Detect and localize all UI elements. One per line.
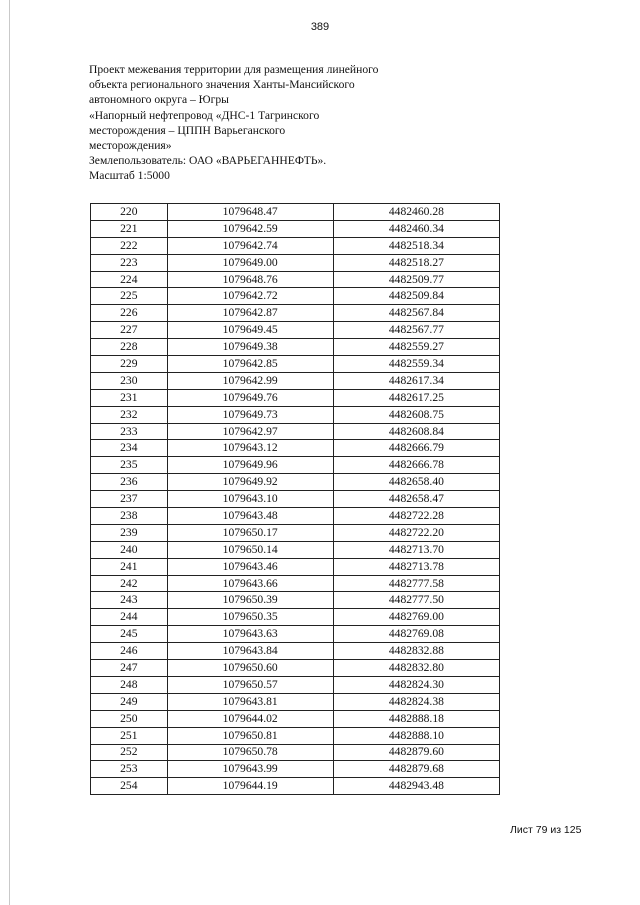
- point-number-cell: 224: [91, 271, 168, 288]
- table-row: [91, 220, 500, 237]
- table-row: [91, 423, 500, 440]
- point-number-cell: 221: [91, 220, 168, 237]
- point-number-cell: 227: [91, 322, 168, 339]
- point-number-cell: 242: [91, 575, 168, 592]
- y-coordinate-cell: 4482722.20: [333, 524, 499, 541]
- x-coordinate-cell: 1079643.81: [167, 693, 333, 710]
- x-coordinate-cell: 1079649.73: [167, 406, 333, 423]
- x-coordinate-cell: 1079643.84: [167, 643, 333, 660]
- table-row: [91, 541, 500, 558]
- y-coordinate-cell: 4482658.47: [333, 491, 499, 508]
- y-coordinate-cell: 4482879.60: [333, 744, 499, 761]
- y-coordinate-cell: 4482617.25: [333, 389, 499, 406]
- point-number-cell: 238: [91, 508, 168, 525]
- point-number-cell: 241: [91, 558, 168, 575]
- table-row: [91, 288, 500, 305]
- scan-edge-line: [9, 0, 10, 905]
- table-row: [91, 305, 500, 322]
- y-coordinate-cell: 4482879.68: [333, 761, 499, 778]
- table-row: [91, 339, 500, 356]
- point-number-cell: 228: [91, 339, 168, 356]
- table-row: [91, 727, 500, 744]
- y-coordinate-cell: 4482832.80: [333, 660, 499, 677]
- x-coordinate-cell: 1079644.02: [167, 710, 333, 727]
- table-row: [91, 406, 500, 423]
- table-row: [91, 356, 500, 373]
- x-coordinate-cell: 1079643.63: [167, 626, 333, 643]
- y-coordinate-cell: 4482888.10: [333, 727, 499, 744]
- y-coordinate-cell: 4482617.34: [333, 372, 499, 389]
- table-row: [91, 440, 500, 457]
- x-coordinate-cell: 1079649.76: [167, 389, 333, 406]
- table-row: [91, 389, 500, 406]
- y-coordinate-cell: 4482666.79: [333, 440, 499, 457]
- x-coordinate-cell: 1079642.72: [167, 288, 333, 305]
- point-number-cell: 237: [91, 491, 168, 508]
- point-number-cell: 234: [91, 440, 168, 457]
- table-row: [91, 626, 500, 643]
- y-coordinate-cell: 4482666.78: [333, 457, 499, 474]
- point-number-cell: 235: [91, 457, 168, 474]
- table-row: [91, 761, 500, 778]
- y-coordinate-cell: 4482608.84: [333, 423, 499, 440]
- y-coordinate-cell: 4482567.84: [333, 305, 499, 322]
- y-coordinate-cell: 4482713.78: [333, 558, 499, 575]
- y-coordinate-cell: 4482559.34: [333, 356, 499, 373]
- x-coordinate-cell: 1079650.17: [167, 524, 333, 541]
- point-number-cell: 252: [91, 744, 168, 761]
- table-row: [91, 372, 500, 389]
- table-row: [91, 558, 500, 575]
- y-coordinate-cell: 4482608.75: [333, 406, 499, 423]
- point-number-cell: 251: [91, 727, 168, 744]
- x-coordinate-cell: 1079649.38: [167, 339, 333, 356]
- x-coordinate-cell: 1079642.97: [167, 423, 333, 440]
- header-line: Масштаб 1:5000: [89, 169, 170, 183]
- point-number-cell: 250: [91, 710, 168, 727]
- point-number-cell: 225: [91, 288, 168, 305]
- header-line: месторождения – ЦППН Варьеганского: [89, 123, 286, 137]
- table-row: [91, 575, 500, 592]
- table-row: [91, 322, 500, 339]
- header-line: Землепользователь: ОАО «ВАРЬЕГАННЕФТЬ».: [89, 154, 327, 168]
- y-coordinate-cell: 4482509.77: [333, 271, 499, 288]
- x-coordinate-cell: 1079642.99: [167, 372, 333, 389]
- table-row: [91, 643, 500, 660]
- point-number-cell: 254: [91, 778, 168, 795]
- x-coordinate-cell: 1079650.35: [167, 609, 333, 626]
- table-row: [91, 744, 500, 761]
- sheet-counter: Лист 79 из 125: [510, 824, 582, 836]
- y-coordinate-cell: 4482943.48: [333, 778, 499, 795]
- table-row: [91, 524, 500, 541]
- y-coordinate-cell: 4482888.18: [333, 710, 499, 727]
- x-coordinate-cell: 1079649.45: [167, 322, 333, 339]
- header-line: «Напорный нефтепровод «ДНС-1 Тагринского: [89, 108, 320, 122]
- y-coordinate-cell: 4482559.27: [333, 339, 499, 356]
- point-number-cell: 253: [91, 761, 168, 778]
- point-number-cell: 226: [91, 305, 168, 322]
- table-row: [91, 508, 500, 525]
- point-number-cell: 244: [91, 609, 168, 626]
- x-coordinate-cell: 1079644.19: [167, 778, 333, 795]
- x-coordinate-cell: 1079650.14: [167, 541, 333, 558]
- y-coordinate-cell: 4482460.34: [333, 220, 499, 237]
- y-coordinate-cell: 4482567.77: [333, 322, 499, 339]
- table-row: [91, 254, 500, 271]
- page-number: 389: [310, 21, 330, 33]
- point-number-cell: 239: [91, 524, 168, 541]
- y-coordinate-cell: 4482777.50: [333, 592, 499, 609]
- header-line: Проект межевания территории для размещения линейного: [89, 63, 379, 76]
- point-number-cell: 249: [91, 693, 168, 710]
- header-line: месторождения»: [89, 139, 172, 153]
- table-row: [91, 592, 500, 609]
- point-number-cell: 220: [91, 204, 168, 221]
- point-number-cell: 222: [91, 237, 168, 254]
- y-coordinate-cell: 4482518.34: [333, 237, 499, 254]
- x-coordinate-cell: 1079643.46: [167, 558, 333, 575]
- x-coordinate-cell: 1079650.81: [167, 727, 333, 744]
- point-number-cell: 231: [91, 389, 168, 406]
- y-coordinate-cell: 4482777.58: [333, 575, 499, 592]
- table-row: [91, 204, 500, 221]
- table-row: [91, 778, 500, 795]
- x-coordinate-cell: 1079648.76: [167, 271, 333, 288]
- point-number-cell: 230: [91, 372, 168, 389]
- table-row: [91, 237, 500, 254]
- point-number-cell: 232: [91, 406, 168, 423]
- y-coordinate-cell: 4482713.70: [333, 541, 499, 558]
- table-row: [91, 710, 500, 727]
- x-coordinate-cell: 1079643.48: [167, 508, 333, 525]
- x-coordinate-cell: 1079650.39: [167, 592, 333, 609]
- point-number-cell: 248: [91, 676, 168, 693]
- y-coordinate-cell: 4482824.38: [333, 693, 499, 710]
- y-coordinate-cell: 4482769.08: [333, 626, 499, 643]
- x-coordinate-cell: 1079649.96: [167, 457, 333, 474]
- point-number-cell: 233: [91, 423, 168, 440]
- table-row: [91, 676, 500, 693]
- coordinates-table-body: [91, 204, 500, 795]
- header-line: объекта регионального значения Ханты-Мансийского: [89, 78, 355, 92]
- y-coordinate-cell: 4482658.40: [333, 474, 499, 491]
- point-number-cell: 243: [91, 592, 168, 609]
- x-coordinate-cell: 1079642.87: [167, 305, 333, 322]
- x-coordinate-cell: 1079650.57: [167, 676, 333, 693]
- table-row: [91, 609, 500, 626]
- table-row: [91, 660, 500, 677]
- point-number-cell: 246: [91, 643, 168, 660]
- point-number-cell: 245: [91, 626, 168, 643]
- x-coordinate-cell: 1079642.74: [167, 237, 333, 254]
- x-coordinate-cell: 1079648.47: [167, 204, 333, 221]
- table-row: [91, 491, 500, 508]
- y-coordinate-cell: 4482518.27: [333, 254, 499, 271]
- document-header: [89, 62, 429, 184]
- x-coordinate-cell: 1079650.60: [167, 660, 333, 677]
- point-number-cell: 223: [91, 254, 168, 271]
- x-coordinate-cell: 1079642.85: [167, 356, 333, 373]
- x-coordinate-cell: 1079643.10: [167, 491, 333, 508]
- y-coordinate-cell: 4482722.28: [333, 508, 499, 525]
- table-row: [91, 693, 500, 710]
- y-coordinate-cell: 4482832.88: [333, 643, 499, 660]
- x-coordinate-cell: 1079649.00: [167, 254, 333, 271]
- x-coordinate-cell: 1079649.92: [167, 474, 333, 491]
- x-coordinate-cell: 1079650.78: [167, 744, 333, 761]
- point-number-cell: 236: [91, 474, 168, 491]
- y-coordinate-cell: 4482769.00: [333, 609, 499, 626]
- x-coordinate-cell: 1079643.12: [167, 440, 333, 457]
- table-row: [91, 474, 500, 491]
- y-coordinate-cell: 4482824.30: [333, 676, 499, 693]
- point-number-cell: 229: [91, 356, 168, 373]
- table-row: [91, 457, 500, 474]
- point-number-cell: 247: [91, 660, 168, 677]
- x-coordinate-cell: 1079643.66: [167, 575, 333, 592]
- y-coordinate-cell: 4482460.28: [333, 204, 499, 221]
- x-coordinate-cell: 1079642.59: [167, 220, 333, 237]
- point-number-cell: 240: [91, 541, 168, 558]
- y-coordinate-cell: 4482509.84: [333, 288, 499, 305]
- coordinates-table: [90, 203, 500, 795]
- table-row: [91, 271, 500, 288]
- x-coordinate-cell: 1079643.99: [167, 761, 333, 778]
- header-line: автономного округа – Югры: [89, 93, 229, 107]
